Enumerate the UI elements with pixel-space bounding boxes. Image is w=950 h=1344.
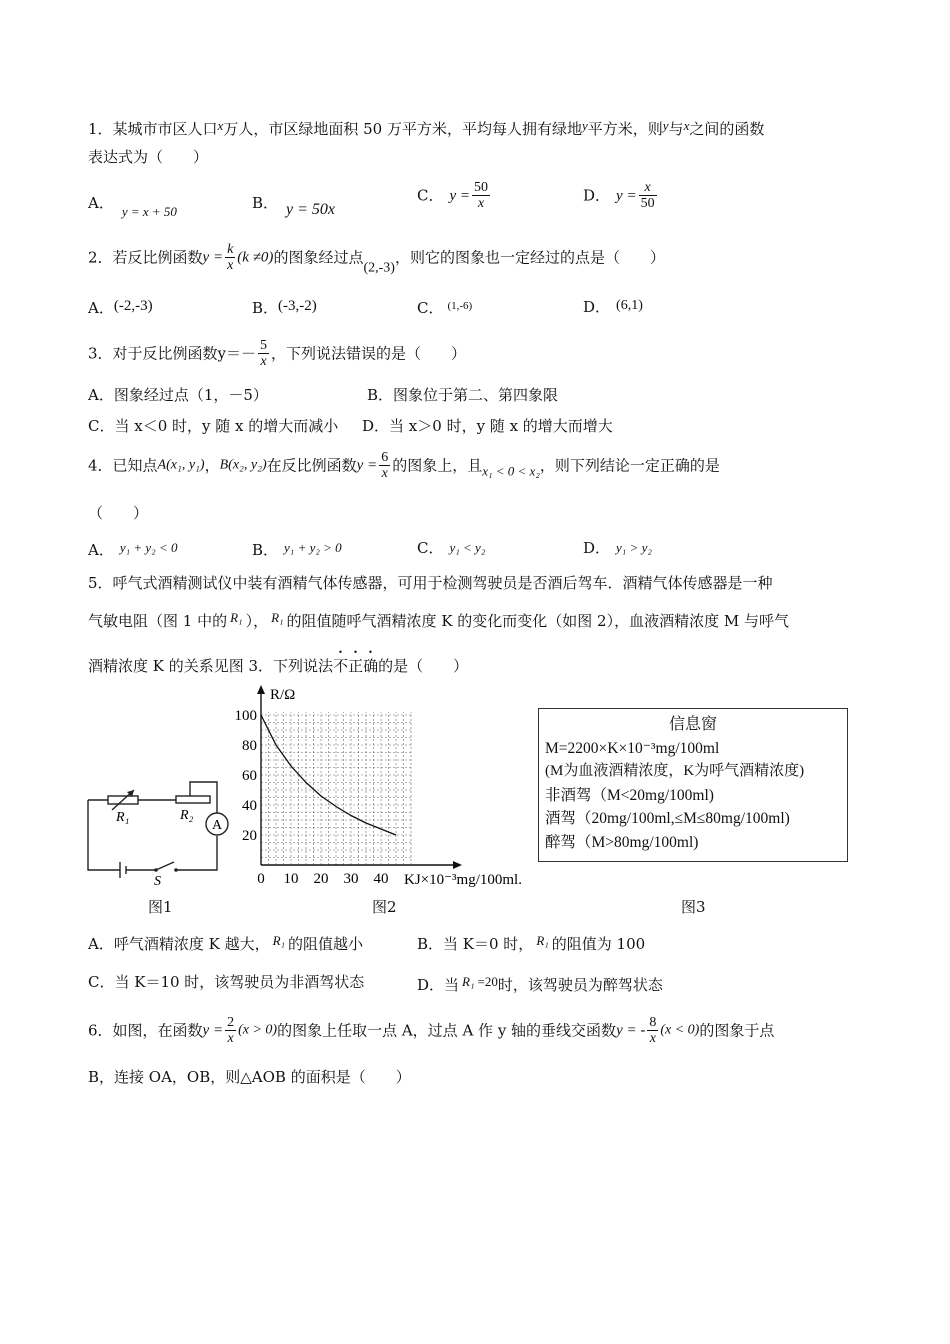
- y-tick-label: 60: [242, 768, 257, 784]
- info-line-formula: M=2200×K×10⁻³mg/100ml: [545, 739, 720, 757]
- circuit-wire: [190, 782, 217, 813]
- q6-line2: B，连接 OA，OB，则△AOB 的面积是（ ）: [88, 1068, 411, 1086]
- circuit-wire: [176, 836, 217, 870]
- q6-fraction-1: $\frac{2}{x}$: [227, 1015, 235, 1046]
- q5-line3: 酒精浓度 K 的关系见图 3．下列说法不正确的是（ ）: [88, 657, 469, 675]
- q2-option-d: D． (6,1): [583, 298, 643, 316]
- y-axis-arrow: [257, 685, 265, 694]
- q4-option-a: A． y₁ + y₂ < 0: [88, 540, 178, 559]
- q4-fraction: $\frac{6}{x}$: [381, 450, 389, 481]
- q4-line1: 4．已知点A(x₁, y₁)，B(x₂, y₂)在反比例函数y = $\frac{6}{x}$ 的图象上，且x₁ < 0 < x₂，则下列结论一定正确的是: [88, 450, 720, 481]
- q5-option-d: D．当 R₁ =20时，该驾驶员为醉驾状态: [417, 974, 663, 994]
- q5-option-b: B．当 K＝0 时， R₁ 的阻值为 100: [417, 933, 646, 953]
- info-title: 信息窗: [668, 716, 717, 733]
- q2-option-b: B．(-3,-2): [252, 298, 317, 317]
- q5-line2: 气敏电阻（图 1 中的 R₁ ）， R₁ 的阻值随呼气酒精浓度 K 的变化而变化（如图 2），血液酒精浓度 M 与呼气: [88, 610, 789, 630]
- q5-option-c: C．当 K＝10 时，该驾驶员为非酒驾状态: [88, 973, 365, 991]
- y-tick-label: 40: [242, 798, 257, 814]
- x-axis-label: KJ×10⁻³mg/100ml.: [404, 872, 522, 888]
- q1-option-d: D． y = $\frac{x}{50}$: [583, 180, 655, 211]
- q4-option-b: B． y₁ + y₂ > 0: [252, 540, 342, 559]
- q1-option-b: B． y = 50x: [252, 194, 336, 218]
- q3-option-c: C．当 x＜0 时，y 随 x 的增大而减小: [88, 417, 339, 435]
- q4-line2: （ ）: [88, 504, 149, 522]
- y-tick-label: 20: [242, 828, 257, 844]
- q3-option-d: D．当 x＞0 时，y 随 x 的增大而增大: [362, 417, 613, 435]
- x-tick-label: 10: [283, 871, 299, 887]
- q1-line1: 1．某城市市区人口x万人，市区绿地面积 50 万平方米，平均每人拥有绿地y平方米，则y与x之间的函数: [88, 118, 765, 138]
- x-tick-label: 0: [257, 871, 265, 887]
- switch-label: S: [154, 874, 161, 885]
- q3-option-a: A．图象经过点（1，－5）: [88, 386, 268, 404]
- x-tick-labels: [257, 871, 388, 887]
- r2-label: R₂: [180, 808, 194, 823]
- q1-option-c: C． y = $\frac{50}{x}$: [417, 180, 489, 211]
- q1-line2: 表达式为（ ）: [88, 148, 209, 166]
- q1-c-fraction: $\frac{50}{x}$: [474, 180, 489, 211]
- chart-grid: [261, 712, 411, 865]
- q4-option-c: C． y₁ < y₂: [417, 539, 486, 557]
- q2-option-a: A．(-2,-3): [88, 298, 153, 317]
- x-axis-arrow: [453, 861, 462, 869]
- q5-option-a: A．呼气酒精浓度 K 越大， R₁ 的阻值越小: [88, 933, 364, 953]
- q3-line1: 3．对于反比例函数y＝－ $\frac{5}{x}$ ，下列说法错误的是（ ）: [88, 338, 467, 369]
- figure-2-caption: 图2: [372, 898, 397, 916]
- figure-3-caption: 图3: [681, 898, 706, 916]
- info-line-heavy-drunk: 醉驾（M>80mg/100ml): [545, 833, 699, 851]
- y-tick-label: 100: [234, 708, 257, 724]
- resistor-r2: [176, 796, 210, 803]
- figure-1-caption: 图1: [148, 898, 173, 916]
- y-tick-label: 80: [242, 738, 257, 754]
- q4-option-d: D． y₁ > y₂: [583, 539, 652, 557]
- y-axis-label: R/Ω: [270, 687, 296, 703]
- q6-fraction-2: $\frac{8}{x}$: [649, 1015, 657, 1046]
- switch-lever: [156, 862, 174, 870]
- y-tick-labels: [235, 708, 258, 844]
- ammeter-label: A: [212, 818, 223, 833]
- q3-fraction: $\frac{5}{x}$: [260, 338, 268, 369]
- q6-line1: 6．如图，在函数y = $\frac{2}{x}$ (x > 0)的图象上任取一点 A，过点 A 作 y 轴的垂线交函数y = - $\frac{8}{x}$ (x < 0)的图象于点: [88, 1015, 775, 1046]
- q2-line1: 2．若反比例函数y = $\frac{k}{x}$ (k ≠0)的图象经过点(2,-3)，则它的图象也一定经过的点是（ ）: [88, 242, 665, 276]
- info-line-non-drunk: 非酒驾（M<20mg/100ml): [545, 786, 714, 804]
- figure-1-circuit: [80, 770, 240, 885]
- figure-2-chart: [228, 680, 538, 890]
- info-line-definition: (M为血液酒精浓度，K为呼气酒精浓度): [545, 763, 805, 779]
- switch-contact: [154, 868, 158, 872]
- q3-option-b: B．图象位于第二、第四象限: [367, 386, 559, 404]
- x-tick-label: 20: [313, 871, 329, 887]
- r1-label: R₁: [116, 810, 130, 825]
- info-line-drunk: 酒驾（20mg/100ml,≤M≤80mg/100ml): [545, 810, 790, 827]
- switch-contact: [174, 868, 178, 872]
- figure-3-info-window: [538, 708, 848, 862]
- q2-fraction: $\frac{k}{x}$: [227, 242, 234, 273]
- q2-option-c: C． $^{(1,-6)}$: [417, 299, 473, 317]
- q5-line1: 5．呼气式酒精测试仪中装有酒精气体传感器，可用于检测驾驶员是否酒后驾车．酒精气体传感器是一种: [88, 574, 773, 592]
- q1-d-fraction: $\frac{x}{50}$: [640, 180, 655, 211]
- q1-option-a: A． y = x + 50: [88, 194, 177, 219]
- x-tick-label: 30: [343, 871, 359, 887]
- x-tick-label: 40: [373, 871, 389, 887]
